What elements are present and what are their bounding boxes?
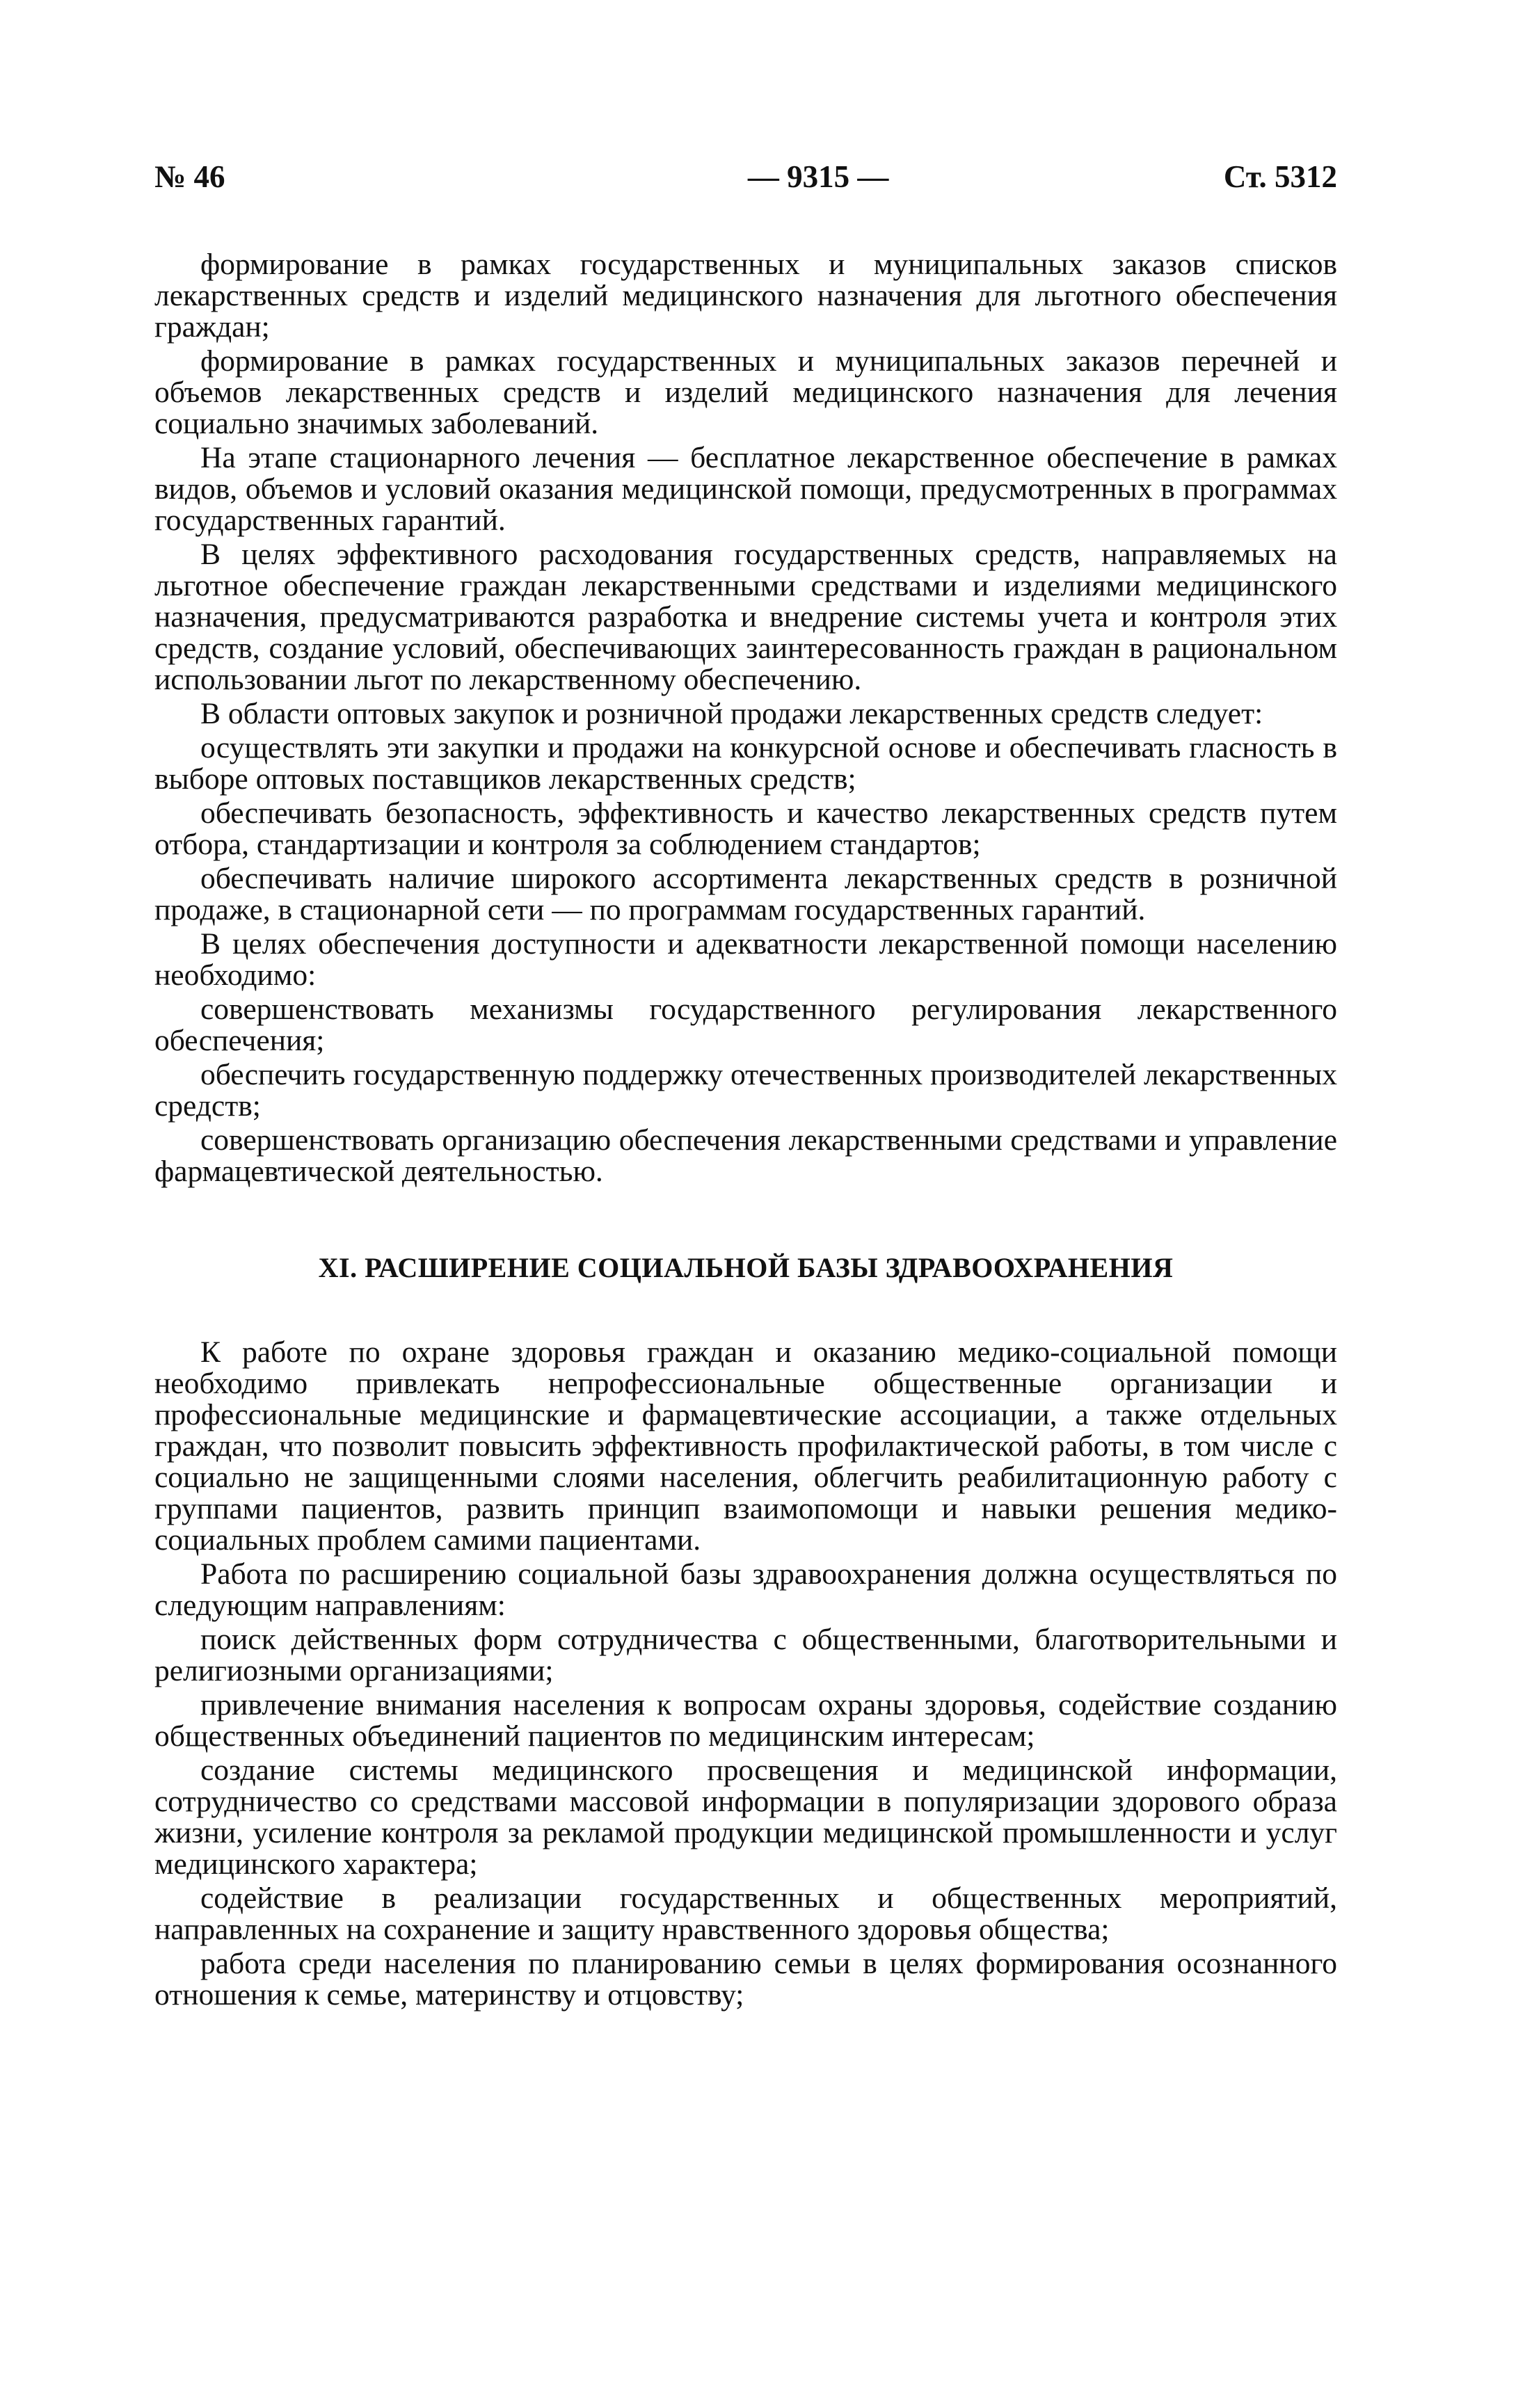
paragraph: совершенствовать механизмы государственного регулирования лекарственного обеспечения; (154, 993, 1337, 1057)
paragraph: обеспечить государственную поддержку отечественных производителей лекарственных средств; (154, 1058, 1337, 1123)
paragraph: обеспечивать наличие широкого ассортимента лекарственных средств в розничной продаже, в стационарной сети — по программам государственных гарантий. (154, 862, 1337, 926)
paragraph: содействие в реализации государственных и общественных мероприятий, направленных на сохранение и защиту нравственного здоровья общества; (154, 1881, 1337, 1946)
paragraph: поиск действенных форм сотрудничества с общественными, благотворительными и религиозными организациями; (154, 1623, 1337, 1687)
issue-number: № 46 (154, 159, 225, 194)
paragraph: формирование в рамках государственных и муниципальных заказов списков лекарственных средств и изделий медицинского назначения для льготного обеспечения граждан; (154, 248, 1337, 344)
document-page (154, 159, 1337, 2014)
section-heading: XI. РАСШИРЕНИЕ СОЦИАЛЬНОЙ БАЗЫ ЗДРАВООХРАНЕНИЯ (318, 1252, 1174, 1283)
section-social-base (154, 1337, 1337, 2011)
paragraph: работа среди населения по планированию семьи в целях формирования осознанного отношения к семье, материнству и отцовству; (154, 1947, 1337, 2012)
page-header (154, 159, 1337, 207)
section-pharma (154, 249, 1337, 1187)
page-number: — 9315 — (747, 159, 889, 194)
paragraph: В целях эффективного расходования государственных средств, направляемых на льготное обеспечение граждан лекарственными средствами и изделиями медицинского назначения, предусматриваются разработка и внедрение системы учета и контроля этих средств, создание условий, обеспечивающих заинтересованность граждан в рациональном использовании льгот по лекарственному обеспечению. (154, 538, 1337, 696)
paragraph: На этапе стационарного лечения — бесплатное лекарственное обеспечение в рамках видов, объемов и условий оказания медицинской помощи, предусмотренных в программах государственных гарантий. (154, 441, 1337, 537)
paragraph: К работе по охране здоровья граждан и оказанию медико-социальной помощи необходимо привлекать непрофессиональные общественные организации и профессиональные медицинские и фармацевтические ассоциации, а также отдельных граждан, что позволит повысить эффективность профилактической работы, в том числе с социально не защищенными слоями населения, облегчить реабилитационную работу с группами пациентов, развить принцип взаимопомощи и навыки решения медико-социальных проблем самими пациентами. (154, 1335, 1337, 1557)
paragraph: осуществлять эти закупки и продажи на конкурсной основе и обеспечивать гласность в выборе оптовых поставщиков лекарственных средств; (154, 731, 1337, 796)
paragraph: совершенствовать организацию обеспечения лекарственными средствами и управление фармацевтической деятельностью. (154, 1123, 1337, 1188)
paragraph: Работа по расширению социальной базы здравоохранения должна осуществляться по следующим направлениям: (154, 1557, 1337, 1622)
paragraph: создание системы медицинского просвещения и медицинской информации, сотрудничество со средствами массовой информации в популяризации здорового образа жизни, усиление контроля за рекламой продукции медицинской промышленности и услуг медицинского характера; (154, 1753, 1337, 1881)
paragraph: обеспечивать безопасность, эффективность и качество лекарственных средств путем отбора, стандартизации и контроля за соблюдением стандартов; (154, 796, 1337, 861)
paragraph: В области оптовых закупок и розничной продажи лекарственных средств следует: (200, 697, 1263, 730)
paragraph: формирование в рамках государственных и муниципальных заказов перечней и объемов лекарственных средств и изделий медицинского назначения для лечения социально значимых заболеваний. (154, 344, 1337, 440)
paragraph: В целях обеспечения доступности и адекватности лекарственной помощи населению необходимо: (154, 927, 1337, 992)
paragraph: привлечение внимания населения к вопросам охраны здоровья, содействие созданию общественных объединений пациентов по медицинским интересам; (154, 1688, 1337, 1753)
article-number: Ст. 5312 (1223, 159, 1337, 194)
